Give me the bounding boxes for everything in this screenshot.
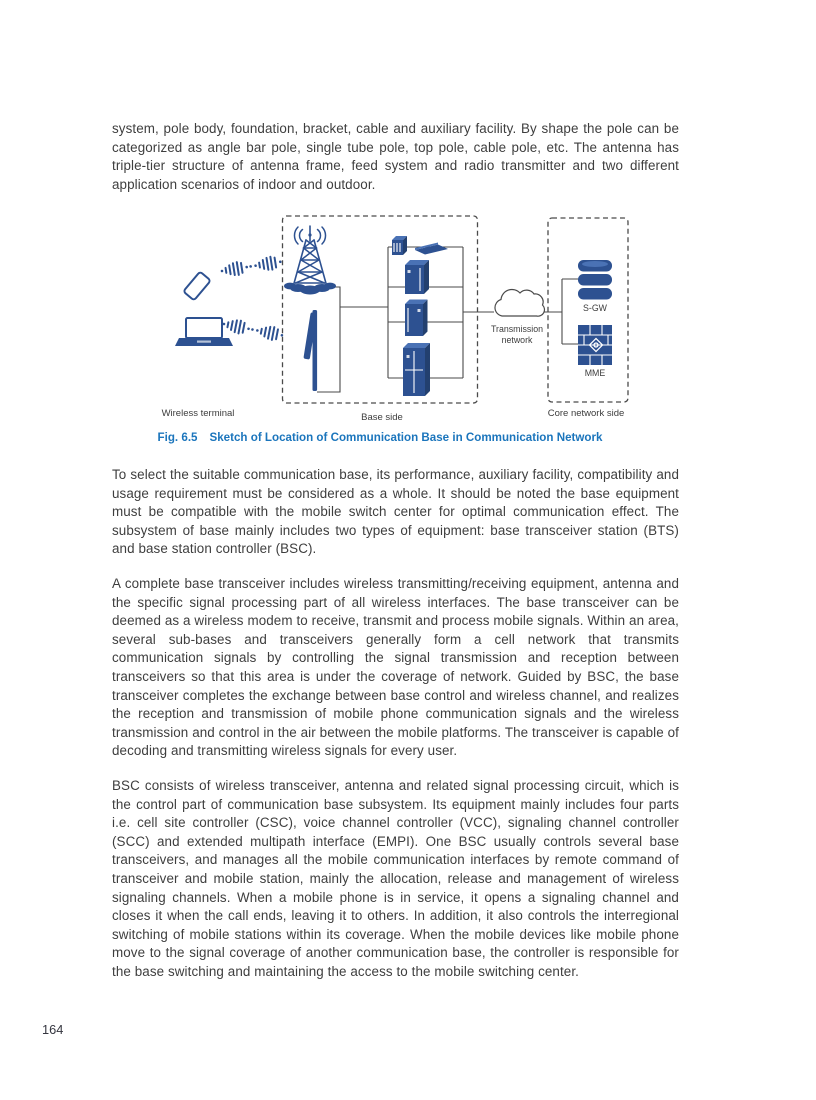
figure-caption-number: Fig. 6.5 [157, 431, 198, 444]
microwave-unit-icon [415, 243, 448, 255]
paragraph-bsc: BSC consists of wireless transceiver, antenna and related signal processing circuit, which is the control part of communication base subsystem. Its equipment mainly includes four parts i.e. cell site controller (CSC), voice channel controller (VCC), signaling channel controller (SCC) and extended multipath interface (EMPI). One BSC usually controls several base transceivers, and manages all the mobile communication interfaces by remote command of transceiver and mobile station, mainly the allocation, release and management of wireless signaling channels. When a mobile phone is in service, it opens a signaling channel and closes it when the call ends, leaving it to others. In addition, it also controls the interregional switching of mobile stations within its coverage. When the mobile devices like mobile phone move to the signal coverage of another communication base, the controller is responsible for the base switching and maintaining the access to the mobile switching center. [112, 778, 679, 979]
figure-caption [112, 431, 648, 444]
cloud-to-core-lines [540, 279, 578, 344]
antenna-feeder-line [317, 287, 340, 392]
cabinet-large-icon [403, 343, 430, 396]
laptop-icon [175, 318, 233, 346]
figure-caption-text: Sketch of Location of Communication Base in Communication Network [209, 431, 603, 444]
page-number: 164 [42, 1022, 64, 1037]
core-network-side-label: Core network side [547, 408, 625, 419]
panel-antenna-icon [303, 310, 317, 391]
wireless-terminal-label: Wireless terminal [161, 408, 235, 419]
connector-lines [317, 247, 578, 392]
base-side-label: Base side [361, 412, 403, 423]
paragraph-base-selection: To select the suitable communication base, its performance, auxiliary facility, compatibility and usage requirement must be considered as a whole. It should be noted the base equipment must be compatible with the mobile switch center for optimal communication effect. The subsystem of base mainly includes two types of equipment: base transceiver station (BTS) and base station controller (BSC). [112, 467, 679, 557]
sgw-label: S-GW [583, 303, 607, 313]
paragraph-base-transceiver: A complete base transceiver includes wireless transmitting/receiving equipment, antenna and the specific signal processing part of all wireless interfaces. The base transceiver can be deemed as a wireless modem to receive, transmit and process mobile signals. Within an area, several sub-bases and transceivers generally form a cell network that transmits communication signals by controlling the signal transmission and reception between transceivers so that this area is under the coverage of network. Guided by BSC, the base transceiver completes the exchange between base control and wireless channel, and realizes the reception and transmission of mobile phone communication signals and the wireless transmission and control in the air between the mobile platforms. The transceiver is capable of decoding and transmitting wireless signals for every user. [112, 576, 679, 759]
bts-outdoor-unit-icon [392, 236, 407, 255]
figure-communication-network-diagram [112, 208, 678, 432]
transmission-network-label-line1: Transmission [491, 324, 543, 334]
cloud-icon [495, 290, 544, 317]
mme-label: MME [584, 368, 606, 378]
cabinet-small-icon [405, 260, 429, 294]
sgw-database-icon [578, 260, 612, 300]
smartphone-icon [183, 272, 210, 301]
paragraph-antenna-structure: system, pole body, foundation, bracket, cable and auxiliary facility. By shape the pole can be categorized as angle bar pole, single tube pole, top pole, cable pole, etc. The antenna has triple-tier structure of antenna frame, feed system and radio transmitter and two different application scenarios of indoor and outdoor. [112, 121, 679, 192]
laptop-signal-icon [221, 317, 284, 342]
antenna-tower-icon [284, 226, 336, 295]
phone-signal-icon [220, 255, 283, 277]
cabinet-medium-icon [405, 300, 428, 337]
transmission-network-label-line2: network [501, 335, 533, 345]
mme-firewall-icon [578, 325, 612, 365]
